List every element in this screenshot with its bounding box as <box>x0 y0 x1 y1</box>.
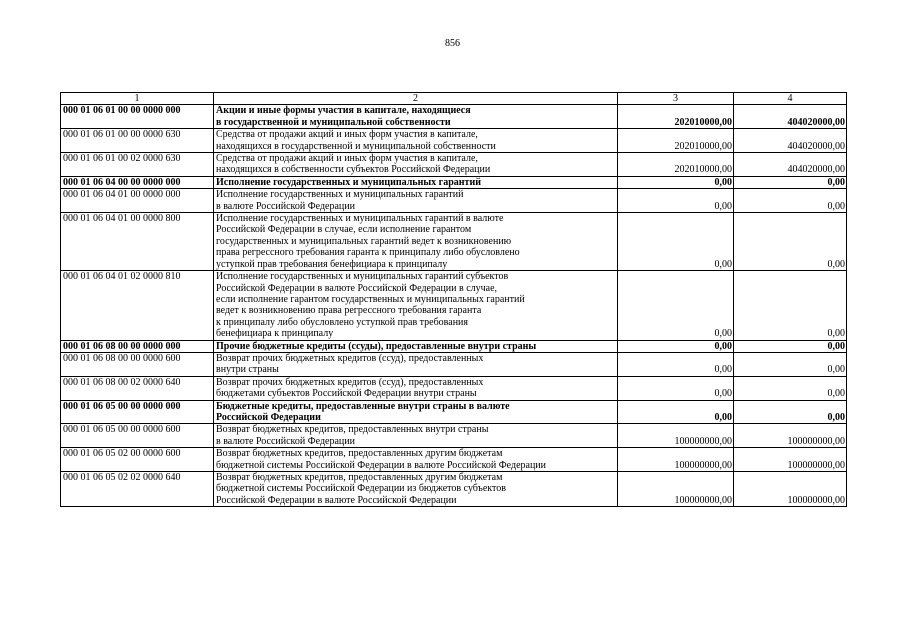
table-row <box>61 189 847 213</box>
column-header-1: 1 <box>61 93 214 105</box>
item-name-line: в валюте Российской Федерации <box>216 435 355 447</box>
item-name-line: Средства от продажи акций и иных форм участия в капитале, <box>216 129 478 141</box>
item-name-line: Российской Федерации в валюте Российской Федерации <box>216 494 457 506</box>
item-name-cell <box>214 153 618 177</box>
column-header-2: 2 <box>214 93 618 105</box>
item-name-line: Возврат бюджетных кредитов, предоставленных внутри страны <box>216 424 489 436</box>
item-name-line: находящихся в государственной и муниципальной собственности <box>216 140 496 152</box>
column-header-4: 4 <box>734 93 847 105</box>
table-row <box>61 448 847 472</box>
item-name-cell <box>214 213 618 271</box>
table-row <box>61 340 847 352</box>
table-row <box>61 376 847 400</box>
amount-column-4-cell: 0,00 <box>734 189 847 213</box>
amount-column-4-cell: 100000000,00 <box>734 472 847 507</box>
amount-column-3-cell: 0,00 <box>618 340 734 352</box>
table-row <box>61 153 847 177</box>
amount-column-3-cell: 100000000,00 <box>618 448 734 472</box>
item-name-cell <box>214 176 618 188</box>
item-name-line: уступкой прав требования бенефициара к принципалу <box>216 258 448 270</box>
table-row <box>61 352 847 376</box>
item-name-line: Возврат бюджетных кредитов, предоставленных другим бюджетам <box>216 472 503 483</box>
amount-column-3-cell: 0,00 <box>618 176 734 188</box>
item-name-cell <box>214 376 618 400</box>
item-name-line: Исполнение государственных и муниципальных гарантий субъектов <box>216 271 509 283</box>
item-name-cell <box>214 105 618 129</box>
budget-code-cell: 000 01 06 01 00 00 0000 630 <box>61 129 214 153</box>
amount-column-4-cell: 0,00 <box>734 376 847 400</box>
item-name-line: Возврат прочих бюджетных кредитов (ссуд), предоставленных <box>216 376 484 388</box>
budget-code-cell: 000 01 06 04 01 00 0000 000 <box>61 189 214 213</box>
budget-sources-table <box>60 92 847 507</box>
budget-code-cell: 000 01 06 08 00 00 0000 600 <box>61 352 214 376</box>
item-name-line: бенефициара к принципалу <box>216 328 334 340</box>
budget-code-cell: 000 01 06 05 00 00 0000 600 <box>61 424 214 448</box>
item-name-line: Исполнение государственных и муниципальных гарантий в валюте <box>216 213 504 225</box>
amount-column-3-cell: 202010000,00 <box>618 153 734 177</box>
item-name-line: Исполнение государственных и муниципальных гарантий <box>216 176 481 188</box>
item-name-cell <box>214 189 618 213</box>
table-row <box>61 105 847 129</box>
budget-code-cell: 000 01 06 04 01 00 0000 800 <box>61 213 214 271</box>
budget-code-cell: 000 01 06 08 00 02 0000 640 <box>61 376 214 400</box>
item-name-line: внутри страны <box>216 364 279 376</box>
item-name-line: бюджетной системы Российской Федерации из бюджетов субъектов <box>216 483 506 495</box>
amount-column-3-cell: 100000000,00 <box>618 424 734 448</box>
page-number: 856 <box>445 38 460 49</box>
item-name-line: ведет к возникновению права регрессного требования гаранта <box>216 305 482 317</box>
item-name-cell <box>214 424 618 448</box>
budget-code-cell: 000 01 06 05 02 02 0000 640 <box>61 472 214 507</box>
amount-column-4-cell: 0,00 <box>734 271 847 340</box>
item-name-line: Бюджетные кредиты, предоставленные внутри страны в валюте <box>216 400 510 412</box>
item-name-line: Российской Федерации в случае, если исполнение гарантом <box>216 224 472 236</box>
item-name-line: Российской Федерации в валюте Российской Федерации в случае, <box>216 282 498 294</box>
item-name-line: права регрессного требования гаранта к принципалу либо обусловлено <box>216 247 520 259</box>
item-name-cell <box>214 340 618 352</box>
amount-column-4-cell: 100000000,00 <box>734 448 847 472</box>
amount-column-4-cell: 404020000,00 <box>734 153 847 177</box>
table-row <box>61 129 847 153</box>
amount-column-3-cell: 202010000,00 <box>618 129 734 153</box>
item-name-line: Возврат бюджетных кредитов, предоставленных другим бюджетам <box>216 448 503 460</box>
table-row <box>61 400 847 424</box>
table-row <box>61 424 847 448</box>
item-name-line: находящихся в собственности субъектов Российской Федерации <box>216 164 491 176</box>
table-row <box>61 472 847 507</box>
item-name-cell <box>214 129 618 153</box>
table-row <box>61 176 847 188</box>
amount-column-3-cell: 0,00 <box>618 189 734 213</box>
amount-column-4-cell: 0,00 <box>734 176 847 188</box>
item-name-cell <box>214 271 618 340</box>
item-name-cell <box>214 472 618 507</box>
table-row <box>61 271 847 340</box>
budget-code-cell: 000 01 06 01 00 02 0000 630 <box>61 153 214 177</box>
amount-column-4-cell: 0,00 <box>734 213 847 271</box>
budget-code-cell: 000 01 06 04 00 00 0000 000 <box>61 176 214 188</box>
item-name-line: Акции и иные формы участия в капитале, находящиеся <box>216 105 471 117</box>
item-name-line: Прочие бюджетные кредиты (ссуды), предоставленные внутри страны <box>216 340 537 352</box>
table-row <box>61 213 847 271</box>
item-name-line: государственных и муниципальных гарантий ведет к возникновению <box>216 235 512 247</box>
amount-column-3-cell: 0,00 <box>618 400 734 424</box>
item-name-cell <box>214 400 618 424</box>
amount-column-4-cell: 0,00 <box>734 340 847 352</box>
item-name-line: к принципалу либо обусловлено уступкой прав требования <box>216 316 469 328</box>
item-name-line: в валюте Российской Федерации <box>216 200 355 212</box>
item-name-line: бюджетами субъектов Российской Федерации внутри страны <box>216 388 477 400</box>
amount-column-4-cell: 0,00 <box>734 352 847 376</box>
amount-column-3-cell: 0,00 <box>618 352 734 376</box>
budget-code-cell: 000 01 06 05 00 00 0000 000 <box>61 400 214 424</box>
budget-code-cell: 000 01 06 04 01 02 0000 810 <box>61 271 214 340</box>
item-name-line: Средства от продажи акций и иных форм участия в капитале, <box>216 153 478 165</box>
amount-column-3-cell: 100000000,00 <box>618 472 734 507</box>
item-name-line: если исполнение гарантом государственных и муниципальных гарантий <box>216 293 525 305</box>
item-name-line: Возврат прочих бюджетных кредитов (ссуд), предоставленных <box>216 352 484 364</box>
amount-column-3-cell: 202010000,00 <box>618 105 734 129</box>
item-name-line: Исполнение государственных и муниципальных гарантий <box>216 189 464 201</box>
amount-column-3-cell: 0,00 <box>618 271 734 340</box>
amount-column-3-cell: 0,00 <box>618 376 734 400</box>
item-name-line: в государственной и муниципальной собственности <box>216 116 451 128</box>
column-header-3: 3 <box>618 93 734 105</box>
amount-column-4-cell: 404020000,00 <box>734 105 847 129</box>
budget-code-cell: 000 01 06 08 00 00 0000 000 <box>61 340 214 352</box>
item-name-line: Российской Федерации <box>216 411 321 423</box>
amount-column-4-cell: 404020000,00 <box>734 129 847 153</box>
budget-code-cell: 000 01 06 01 00 00 0000 000 <box>61 105 214 129</box>
column-number-row <box>61 93 847 105</box>
amount-column-4-cell: 0,00 <box>734 400 847 424</box>
item-name-line: бюджетной системы Российской Федерации в валюте Российской Федерации <box>216 459 547 471</box>
budget-code-cell: 000 01 06 05 02 00 0000 600 <box>61 448 214 472</box>
amount-column-4-cell: 100000000,00 <box>734 424 847 448</box>
item-name-cell <box>214 448 618 472</box>
item-name-cell <box>214 352 618 376</box>
amount-column-3-cell: 0,00 <box>618 213 734 271</box>
